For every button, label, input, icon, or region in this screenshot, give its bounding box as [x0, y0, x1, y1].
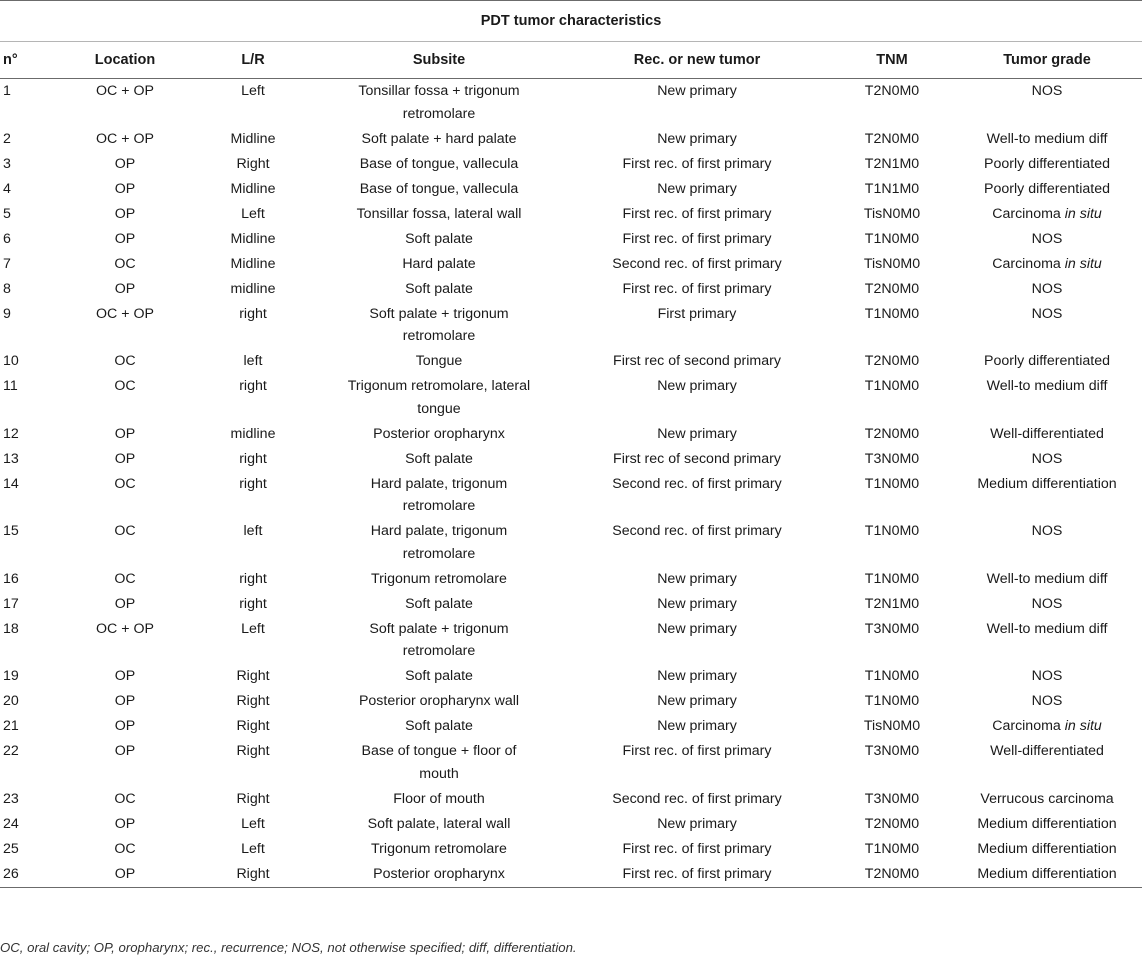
- cell-location: OP: [114, 815, 136, 832]
- grade-text: Well-differentiated: [990, 743, 1104, 759]
- cell-location: OP: [114, 180, 136, 197]
- cell-number: 3: [3, 155, 11, 172]
- cell-subsite: [316, 277, 562, 302]
- table-row: [0, 79, 1142, 127]
- cell-subsite: [316, 787, 562, 812]
- table-row: [0, 592, 1142, 617]
- cell-side: Right: [236, 743, 270, 759]
- cell-recurrence: Second rec. of first primary: [612, 255, 782, 272]
- grade-text: NOS: [1031, 595, 1063, 612]
- grade-text: NOS: [1031, 693, 1063, 709]
- cell-subsite: [316, 567, 562, 592]
- cell-side: left: [243, 523, 263, 539]
- cell-tumor-grade: [952, 567, 1142, 592]
- cell-recurrence: New primary: [657, 718, 737, 734]
- cell-number: 7: [3, 255, 11, 272]
- cell-side: right: [239, 475, 267, 492]
- column-header-number: n°: [0, 42, 60, 79]
- subsite-text: Soft palate: [405, 595, 473, 612]
- cell-subsite: [316, 227, 562, 252]
- cell-recurrence: First rec. of first primary: [622, 840, 772, 857]
- cell-location: OC + OP: [96, 620, 154, 637]
- table-row: [0, 739, 1142, 787]
- cell-location: OC: [114, 475, 136, 492]
- cell-number: 14: [3, 475, 19, 492]
- cell-tnm: T2N1M0: [864, 595, 920, 612]
- column-header-recurrence: Rec. or new tumor: [562, 42, 832, 79]
- cell-subsite: [316, 519, 562, 567]
- cell-recurrence: New primary: [657, 378, 737, 394]
- subsite-text: Base of tongue + floor of mouth: [361, 743, 517, 782]
- cell-tumor-grade: [952, 714, 1142, 739]
- table-row: [0, 714, 1142, 739]
- cell-tumor-grade: [952, 837, 1142, 862]
- subsite-text: Soft palate + trigonum retromolare: [369, 305, 509, 344]
- cell-tnm: TisN0M0: [863, 718, 921, 734]
- cell-number: 21: [3, 718, 19, 734]
- cell-tumor-grade: [952, 787, 1142, 812]
- cell-location: OP: [114, 425, 136, 442]
- cell-location: OP: [114, 230, 136, 247]
- cell-recurrence: New primary: [657, 425, 737, 442]
- subsite-text: Trigonum retromolare: [371, 570, 507, 587]
- cell-tnm: TisN0M0: [863, 255, 921, 272]
- cell-recurrence: First rec. of first primary: [622, 230, 772, 247]
- cell-number: 26: [0, 862, 60, 888]
- cell-side: midline: [230, 425, 276, 442]
- cell-recurrence: Second rec. of first primary: [612, 475, 782, 492]
- cell-number: 8: [3, 280, 11, 297]
- cell-recurrence: First rec. of first primary: [622, 743, 772, 759]
- cell-tnm: T2N1M0: [864, 155, 920, 172]
- cell-tumor-grade: [952, 177, 1142, 202]
- grade-text: Poorly differentiated: [984, 180, 1110, 197]
- cell-side: right: [239, 305, 267, 322]
- cell-tumor-grade: [952, 374, 1142, 422]
- grade-text: NOS: [1031, 83, 1063, 99]
- cell-tumor-grade: [952, 739, 1142, 787]
- cell-tumor-grade: [952, 277, 1142, 302]
- grade-text: Well-to medium diff: [986, 130, 1108, 147]
- cell-side: midline: [230, 280, 276, 297]
- cell-tnm: T1N0M0: [864, 523, 920, 539]
- subsite-text: Soft palate: [405, 450, 473, 467]
- cell-side: Left: [241, 205, 265, 222]
- cell-number: 19: [3, 668, 19, 684]
- table-footnote: OC, oral cavity; OP, oropharynx; rec., recurrence; NOS, not otherwise specified; diff, differentiation.: [0, 940, 577, 955]
- cell-tnm: T2N0M0: [832, 862, 952, 888]
- cell-number: 25: [3, 840, 19, 857]
- cell-number: 9: [3, 305, 11, 322]
- cell-tnm: T2N0M0: [864, 815, 920, 832]
- subsite-text: Hard palate, trigonum retromolare: [370, 523, 508, 562]
- cell-subsite: [316, 837, 562, 862]
- grade-text: Poorly differentiated: [984, 353, 1110, 369]
- cell-number: 22: [3, 743, 19, 759]
- table-row: [0, 862, 1142, 888]
- table-row: [0, 277, 1142, 302]
- cell-tnm: T3N0M0: [864, 790, 920, 807]
- table-row: [0, 812, 1142, 837]
- cell-subsite: [316, 79, 562, 127]
- cell-tnm: T2N0M0: [864, 353, 920, 369]
- table-row: [0, 567, 1142, 592]
- cell-subsite: [316, 617, 562, 665]
- cell-tnm: T1N0M0: [864, 840, 920, 857]
- cell-subsite: [316, 177, 562, 202]
- cell-side: Midline: [230, 180, 276, 197]
- table-row: [0, 302, 1142, 350]
- cell-side: Midline: [230, 230, 276, 247]
- cell-number: 20: [3, 693, 19, 709]
- cell-recurrence: New primary: [657, 620, 737, 637]
- cell-side: Right: [236, 790, 270, 807]
- cell-subsite: [316, 592, 562, 617]
- table-row: [0, 349, 1142, 374]
- table-row: [0, 617, 1142, 665]
- cell-side: Right: [236, 718, 270, 734]
- grade-text: Well-to medium diff: [986, 570, 1108, 587]
- subsite-text: Soft palate + hard palate: [361, 130, 517, 147]
- cell-location: OP: [114, 743, 136, 759]
- column-header-tnm: TNM: [832, 42, 952, 79]
- cell-side: Left: [241, 620, 265, 637]
- cell-location: OP: [114, 155, 136, 172]
- cell-tnm: T1N0M0: [864, 475, 920, 492]
- cell-number: 5: [3, 205, 11, 222]
- cell-subsite: [316, 422, 562, 447]
- cell-tumor-grade: [952, 592, 1142, 617]
- cell-subsite: [316, 689, 562, 714]
- cell-location: OC: [114, 790, 136, 807]
- cell-tnm: T3N0M0: [864, 743, 920, 759]
- cell-tnm: T1N0M0: [864, 570, 920, 587]
- subsite-text: Soft palate: [405, 280, 473, 297]
- cell-tumor-grade: [952, 127, 1142, 152]
- grade-text: NOS: [1031, 668, 1063, 684]
- cell-number: 4: [3, 180, 11, 197]
- cell-tumor-grade: [952, 862, 1142, 888]
- subsite-text: Trigonum retromolare, lateral tongue: [347, 378, 531, 417]
- cell-location: OP: [114, 718, 136, 734]
- cell-tumor-grade: [952, 519, 1142, 567]
- cell-side: right: [239, 570, 267, 587]
- cell-tumor-grade: [952, 447, 1142, 472]
- subsite-text: Soft palate: [405, 230, 473, 247]
- cell-number: 24: [3, 815, 19, 832]
- cell-number: 12: [3, 425, 19, 442]
- cell-location: OC + OP: [96, 83, 154, 99]
- cell-location: OC + OP: [96, 305, 154, 322]
- grade-text: Well-to medium diff: [986, 620, 1108, 637]
- subsite-text: Base of tongue, vallecula: [359, 155, 519, 172]
- cell-recurrence: New primary: [657, 180, 737, 197]
- cell-tnm: T1N0M0: [864, 378, 920, 394]
- cell-recurrence: New primary: [657, 570, 737, 587]
- cell-subsite: [316, 812, 562, 837]
- cell-tumor-grade: [952, 152, 1142, 177]
- grade-text: Medium differentiation: [977, 865, 1117, 882]
- cell-location: OC: [114, 840, 136, 857]
- subsite-text: Hard palate, trigonum retromolare: [370, 475, 508, 514]
- cell-subsite: [316, 739, 562, 787]
- table-row: [0, 664, 1142, 689]
- cell-recurrence: First rec. of first primary: [562, 862, 832, 888]
- cell-tnm: T2N0M0: [864, 130, 920, 147]
- table-row: [0, 252, 1142, 277]
- cell-recurrence: New primary: [657, 130, 737, 147]
- cell-location: OP: [114, 280, 136, 297]
- cell-side: Midline: [230, 130, 276, 147]
- table-header-row: [0, 42, 1142, 79]
- cell-recurrence: Second rec. of first primary: [612, 790, 782, 807]
- cell-tumor-grade: [952, 812, 1142, 837]
- column-header-side: L/R: [190, 42, 316, 79]
- cell-location: OP: [114, 668, 136, 684]
- cell-side: right: [239, 595, 267, 612]
- cell-recurrence: First rec of second primary: [613, 353, 781, 369]
- subsite-text: Soft palate, lateral wall: [367, 815, 511, 832]
- table-row: [0, 127, 1142, 152]
- subsite-text: Hard palate: [402, 255, 476, 272]
- grade-text: Carcinoma: [992, 205, 1061, 222]
- subsite-text: Soft palate: [405, 718, 473, 734]
- cell-subsite: [316, 714, 562, 739]
- grade-italic-text: in situ: [1064, 205, 1102, 222]
- cell-side: Left: [241, 815, 265, 832]
- grade-text: Medium differentiation: [977, 475, 1117, 492]
- cell-recurrence: New primary: [657, 815, 737, 832]
- grade-text: Poorly differentiated: [984, 155, 1110, 172]
- cell-side: Left: [241, 83, 265, 99]
- subsite-text: Posterior oropharynx: [373, 865, 505, 882]
- grade-text: NOS: [1031, 280, 1063, 297]
- table-row: [0, 787, 1142, 812]
- cell-number: 18: [3, 620, 19, 637]
- cell-subsite: [316, 447, 562, 472]
- cell-subsite: [316, 252, 562, 277]
- cell-number: 15: [3, 523, 19, 539]
- cell-subsite: [316, 472, 562, 520]
- table-row: [0, 837, 1142, 862]
- cell-location: OC: [114, 523, 136, 539]
- grade-text: Carcinoma: [992, 718, 1061, 734]
- cell-tnm: T1N1M0: [864, 180, 920, 197]
- grade-text: Medium differentiation: [977, 840, 1117, 857]
- cell-tumor-grade: [952, 349, 1142, 374]
- cell-recurrence: First primary: [657, 305, 737, 322]
- cell-side: right: [239, 378, 267, 394]
- cell-tumor-grade: [952, 617, 1142, 665]
- column-header-tumor-grade: Tumor grade: [952, 42, 1142, 79]
- cell-side: left: [243, 353, 263, 369]
- cell-tumor-grade: [952, 664, 1142, 689]
- cell-subsite: [316, 862, 562, 888]
- cell-recurrence: New primary: [657, 668, 737, 684]
- cell-subsite: [316, 374, 562, 422]
- cell-subsite: [316, 127, 562, 152]
- cell-location: OP: [114, 693, 136, 709]
- cell-number: 16: [3, 570, 19, 587]
- cell-tumor-grade: [952, 79, 1142, 127]
- grade-italic-text: in situ: [1064, 255, 1102, 272]
- cell-tumor-grade: [952, 422, 1142, 447]
- cell-recurrence: New primary: [657, 595, 737, 612]
- grade-text: Verrucous carcinoma: [980, 790, 1114, 807]
- table-row: [0, 422, 1142, 447]
- subsite-text: Tongue: [415, 353, 463, 369]
- cell-side: Right: [236, 668, 270, 684]
- cell-tumor-grade: [952, 252, 1142, 277]
- grade-text: Well-to medium diff: [986, 378, 1108, 394]
- cell-tnm: T1N0M0: [864, 668, 920, 684]
- table-row: [0, 689, 1142, 714]
- cell-location: OP: [114, 595, 136, 612]
- grade-text: NOS: [1031, 523, 1063, 539]
- cell-tnm: T3N0M0: [864, 620, 920, 637]
- cell-location: OP: [114, 205, 136, 222]
- cell-location: OC: [114, 353, 136, 369]
- table-row: [0, 374, 1142, 422]
- table-row: [0, 227, 1142, 252]
- cell-location: OC: [114, 570, 136, 587]
- cell-tumor-grade: [952, 302, 1142, 350]
- cell-location: OP: [60, 862, 190, 888]
- table-title: PDT tumor characteristics: [0, 1, 1142, 42]
- cell-number: 10: [3, 353, 19, 369]
- grade-text: NOS: [1031, 305, 1063, 322]
- cell-number: 23: [3, 790, 19, 807]
- cell-subsite: [316, 202, 562, 227]
- subsite-text: Floor of mouth: [393, 790, 485, 807]
- cell-tumor-grade: [952, 227, 1142, 252]
- cell-subsite: [316, 349, 562, 374]
- cell-subsite: [316, 664, 562, 689]
- cell-recurrence: First rec of second primary: [613, 450, 781, 467]
- grade-text: NOS: [1031, 230, 1063, 247]
- cell-side: Left: [241, 840, 265, 857]
- cell-recurrence: First rec. of first primary: [622, 280, 772, 297]
- grade-text: Medium differentiation: [977, 815, 1117, 832]
- cell-recurrence: First rec. of first primary: [622, 155, 772, 172]
- cell-recurrence: First rec. of first primary: [622, 205, 772, 222]
- cell-subsite: [316, 152, 562, 177]
- cell-recurrence: Second rec. of first primary: [612, 523, 782, 539]
- cell-location: OP: [114, 450, 136, 467]
- cell-number: 1: [3, 83, 11, 99]
- table-row: [0, 447, 1142, 472]
- grade-italic-text: in situ: [1064, 718, 1102, 734]
- cell-location: OC: [114, 378, 136, 394]
- column-header-location: Location: [60, 42, 190, 79]
- subsite-text: Posterior oropharynx: [373, 425, 505, 442]
- cell-side: Right: [236, 155, 270, 172]
- cell-tnm: T1N0M0: [864, 230, 920, 247]
- subsite-text: Posterior oropharynx wall: [358, 693, 520, 709]
- grade-text: NOS: [1031, 450, 1063, 467]
- cell-tumor-grade: [952, 689, 1142, 714]
- cell-number: 2: [3, 130, 11, 147]
- cell-subsite: [316, 302, 562, 350]
- cell-number: 6: [3, 230, 11, 247]
- cell-tnm: T2N0M0: [864, 83, 920, 99]
- cell-tnm: T1N0M0: [864, 693, 920, 709]
- table-row: [0, 177, 1142, 202]
- grade-text: Carcinoma: [992, 255, 1061, 272]
- cell-side: Right: [236, 693, 270, 709]
- cell-number: 11: [3, 378, 18, 394]
- subsite-text: Base of tongue, vallecula: [359, 180, 519, 197]
- subsite-text: Tonsillar fossa, lateral wall: [356, 205, 522, 222]
- subsite-text: Soft palate: [405, 668, 473, 684]
- cell-tnm: T2N0M0: [864, 425, 920, 442]
- cell-side: Right: [190, 862, 316, 888]
- cell-recurrence: New primary: [657, 83, 737, 99]
- cell-side: right: [239, 450, 267, 467]
- subsite-text: Trigonum retromolare: [371, 840, 507, 857]
- cell-tumor-grade: [952, 202, 1142, 227]
- cell-tnm: T2N0M0: [864, 280, 920, 297]
- cell-side: Midline: [230, 255, 276, 272]
- table-row: [0, 152, 1142, 177]
- table-row: [0, 472, 1142, 520]
- cell-number: 17: [3, 595, 19, 612]
- cell-location: OC: [114, 255, 136, 272]
- table-row: [0, 202, 1142, 227]
- cell-number: 13: [3, 450, 19, 467]
- table-row: [0, 519, 1142, 567]
- column-header-subsite: Subsite: [316, 42, 562, 79]
- cell-location: OC + OP: [96, 130, 154, 147]
- grade-text: Well-differentiated: [990, 425, 1104, 442]
- cell-recurrence: New primary: [657, 693, 737, 709]
- table-body: [0, 79, 1142, 888]
- cell-tnm: T3N0M0: [864, 450, 920, 467]
- subsite-text: Tonsillar fossa + trigonum retromolare: [358, 83, 520, 122]
- cell-tumor-grade: [952, 472, 1142, 520]
- cell-tnm: T1N0M0: [864, 305, 920, 322]
- cell-tnm: TisN0M0: [863, 205, 921, 222]
- subsite-text: Soft palate + trigonum retromolare: [369, 620, 509, 659]
